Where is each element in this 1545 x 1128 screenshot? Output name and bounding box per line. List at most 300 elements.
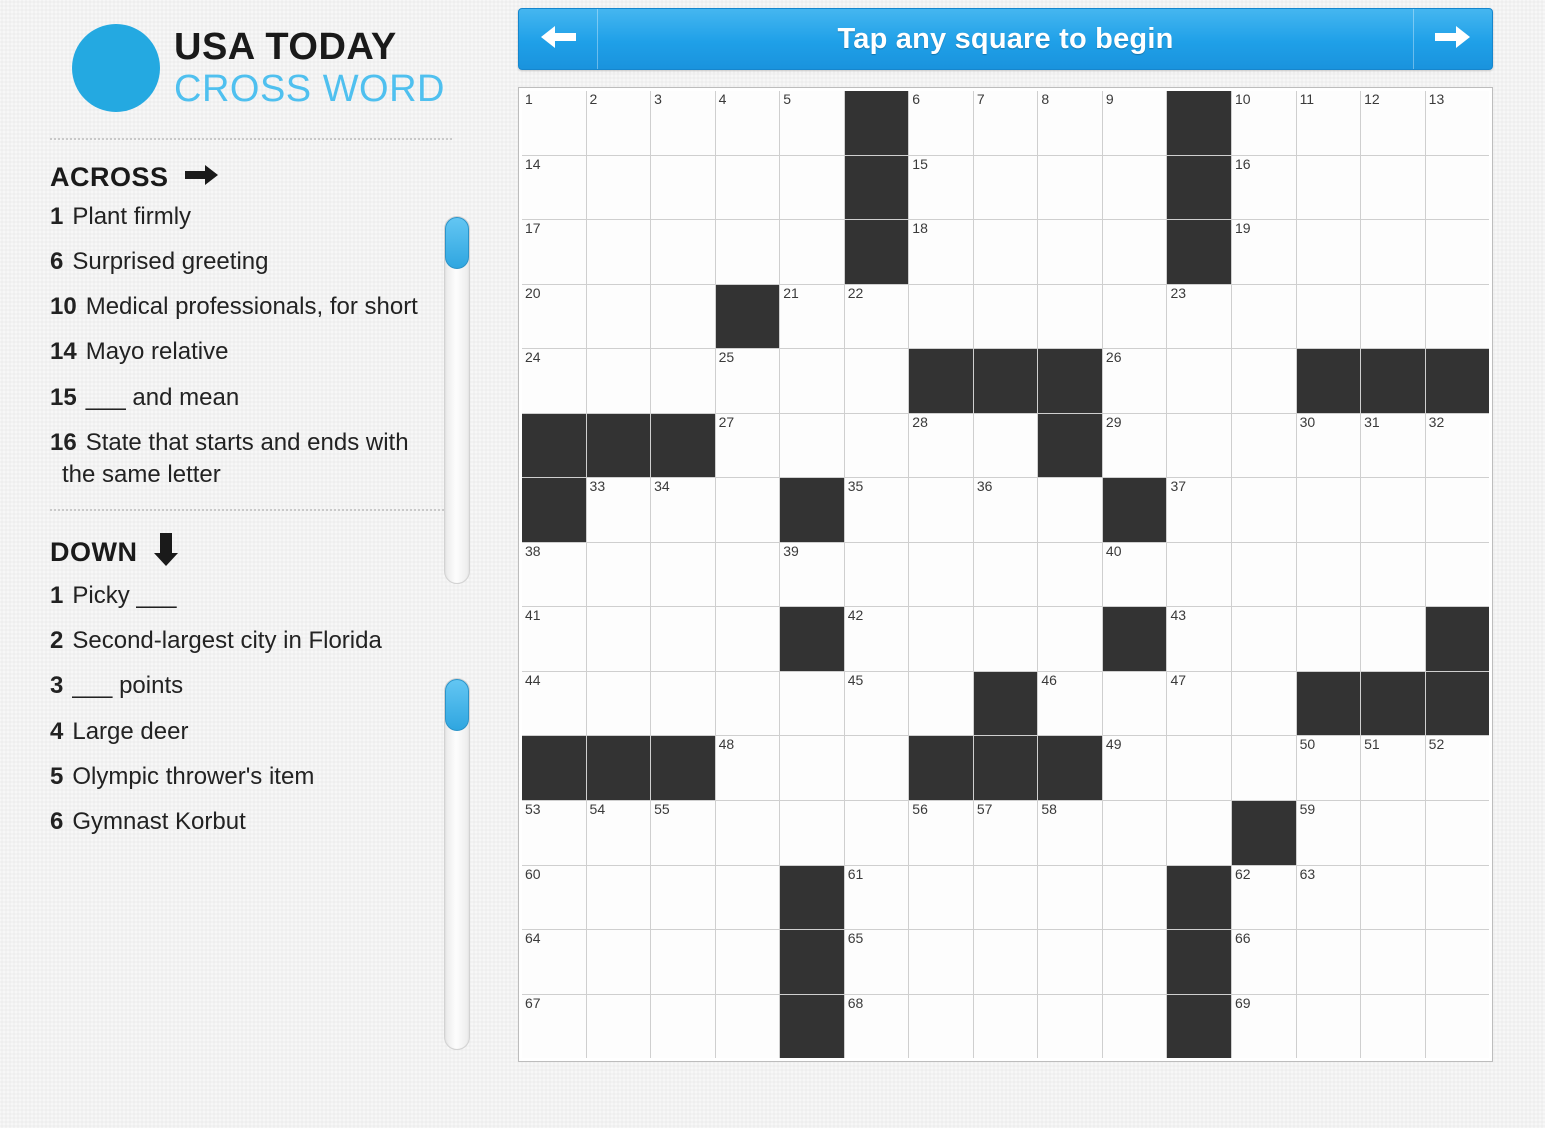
clue-number: 15 xyxy=(50,383,77,411)
grid-cell[interactable] xyxy=(716,220,780,284)
grid-cell[interactable] xyxy=(1361,543,1425,607)
grid-cell[interactable] xyxy=(909,91,973,155)
grid-cell[interactable] xyxy=(522,349,586,413)
across-header xyxy=(50,162,500,193)
grid-cell[interactable] xyxy=(1167,736,1231,800)
grid-cell[interactable] xyxy=(1361,285,1425,349)
grid-cell[interactable] xyxy=(1232,930,1296,994)
crossword-grid-container xyxy=(518,87,1493,1062)
grid-cell[interactable] xyxy=(974,607,1038,671)
grid-cell[interactable] xyxy=(1103,156,1167,220)
grid-cell[interactable] xyxy=(974,478,1038,542)
grid-cell[interactable] xyxy=(651,801,715,865)
grid-cell[interactable] xyxy=(587,285,651,349)
grid-cell[interactable] xyxy=(974,930,1038,994)
clue-number: 4 xyxy=(50,717,64,745)
grid-cell[interactable] xyxy=(1426,156,1490,220)
grid-cell[interactable] xyxy=(1297,543,1361,607)
grid-block xyxy=(845,156,909,220)
grid-cell[interactable] xyxy=(522,672,586,736)
grid-cell[interactable] xyxy=(1038,91,1102,155)
clue-text: Gymnast Korbut xyxy=(72,807,246,835)
grid-cell[interactable] xyxy=(651,607,715,671)
previous-clue-button[interactable] xyxy=(519,9,598,69)
grid-cell-number: 18 xyxy=(912,220,928,237)
down-clue-list[interactable] xyxy=(50,580,430,838)
list-item[interactable] xyxy=(50,806,430,838)
grid-cell[interactable] xyxy=(1038,995,1102,1059)
grid-cell[interactable] xyxy=(1297,414,1361,478)
grid-cell[interactable] xyxy=(1361,607,1425,671)
list-item[interactable] xyxy=(50,625,430,657)
grid-cell[interactable] xyxy=(651,156,715,220)
grid-cell[interactable] xyxy=(1297,220,1361,284)
grid-cell[interactable] xyxy=(1103,736,1167,800)
grid-cell[interactable] xyxy=(1426,414,1490,478)
grid-cell[interactable] xyxy=(716,995,780,1059)
grid-cell-number: 31 xyxy=(1364,413,1380,430)
grid-block xyxy=(780,478,844,542)
grid-cell[interactable] xyxy=(909,414,973,478)
grid-cell[interactable] xyxy=(651,930,715,994)
grid-cell[interactable] xyxy=(651,672,715,736)
grid-cell-number: 40 xyxy=(1105,542,1122,559)
down-scrollbar[interactable] xyxy=(444,678,470,1050)
clue-text: Picky ___ xyxy=(72,582,177,610)
grid-cell-number: 22 xyxy=(847,284,864,301)
grid-cell[interactable] xyxy=(909,156,973,220)
across-section xyxy=(0,162,500,491)
list-item[interactable] xyxy=(50,427,430,491)
grid-cell-number: 16 xyxy=(1235,155,1251,172)
grid-cell[interactable] xyxy=(780,285,844,349)
grid-cell[interactable] xyxy=(1038,478,1102,542)
grid-cell[interactable] xyxy=(974,801,1038,865)
grid-cell[interactable] xyxy=(1297,930,1361,994)
grid-cell[interactable] xyxy=(587,801,651,865)
grid-cell[interactable] xyxy=(1361,156,1425,220)
grid-cell[interactable] xyxy=(845,478,909,542)
grid-cell[interactable] xyxy=(1167,543,1231,607)
grid-cell[interactable] xyxy=(587,478,651,542)
grid-cell[interactable] xyxy=(974,156,1038,220)
list-item[interactable] xyxy=(50,246,430,278)
grid-cell-number: 36 xyxy=(976,478,993,495)
grid-cell[interactable] xyxy=(716,672,780,736)
grid-cell[interactable] xyxy=(1167,285,1231,349)
grid-cell[interactable] xyxy=(909,672,973,736)
down-section xyxy=(0,533,500,838)
grid-cell[interactable] xyxy=(716,414,780,478)
grid-cell[interactable] xyxy=(1103,220,1167,284)
grid-cell[interactable] xyxy=(587,607,651,671)
grid-cell[interactable] xyxy=(716,736,780,800)
grid-cell-number: 39 xyxy=(783,542,799,559)
grid-cell[interactable] xyxy=(522,930,586,994)
clue-number: 1 xyxy=(50,203,64,230)
grid-cell-number: 6 xyxy=(912,91,921,107)
grid-cell[interactable] xyxy=(909,220,973,284)
grid-cell-number: 5 xyxy=(783,91,791,107)
grid-cell[interactable] xyxy=(780,543,844,607)
grid-cell[interactable] xyxy=(1426,91,1490,155)
clue-number: 1 xyxy=(50,582,64,610)
grid-cell[interactable] xyxy=(1232,156,1296,220)
grid-cell[interactable] xyxy=(1103,995,1167,1059)
grid-cell-number: 62 xyxy=(1235,865,1251,882)
grid-cell[interactable] xyxy=(845,995,909,1059)
grid-cell[interactable] xyxy=(1038,285,1102,349)
down-scrollbar-thumb[interactable] xyxy=(445,679,469,731)
grid-cell[interactable] xyxy=(780,414,844,478)
list-item[interactable] xyxy=(50,291,430,323)
grid-cell[interactable] xyxy=(651,866,715,930)
grid-block xyxy=(1103,478,1167,542)
across-scrollbar-thumb[interactable] xyxy=(445,217,469,269)
grid-cell[interactable] xyxy=(974,866,1038,930)
grid-cell[interactable] xyxy=(1167,478,1231,542)
grid-cell-number: 69 xyxy=(1235,994,1251,1011)
grid-cell[interactable] xyxy=(716,801,780,865)
across-scrollbar[interactable] xyxy=(444,216,470,584)
grid-cell[interactable] xyxy=(1038,672,1102,736)
list-item[interactable] xyxy=(50,382,430,414)
grid-cell[interactable] xyxy=(587,220,651,284)
grid-cell[interactable] xyxy=(587,543,651,607)
grid-cell[interactable] xyxy=(845,285,909,349)
grid-cell-number: 56 xyxy=(912,801,928,818)
grid-cell[interactable] xyxy=(522,995,586,1059)
next-clue-button[interactable] xyxy=(1413,9,1492,69)
grid-cell[interactable] xyxy=(1297,156,1361,220)
grid-cell[interactable] xyxy=(909,543,973,607)
grid-cell[interactable] xyxy=(1232,995,1296,1059)
grid-cell[interactable] xyxy=(522,543,586,607)
grid-cell[interactable] xyxy=(1232,478,1296,542)
grid-block xyxy=(974,672,1038,736)
grid-cell[interactable] xyxy=(1232,672,1296,736)
grid-cell[interactable] xyxy=(845,801,909,865)
clue-text: Olympic thrower's item xyxy=(72,762,315,790)
grid-cell[interactable] xyxy=(1038,930,1102,994)
grid-cell[interactable] xyxy=(780,736,844,800)
grid-cell[interactable] xyxy=(974,543,1038,607)
grid-cell[interactable] xyxy=(1167,349,1231,413)
grid-cell-number: 19 xyxy=(1235,220,1251,237)
grid-cell[interactable] xyxy=(1426,930,1490,994)
grid-cell[interactable] xyxy=(974,414,1038,478)
grid-block xyxy=(716,285,780,349)
grid-cell[interactable] xyxy=(1038,543,1102,607)
grid-block xyxy=(1361,672,1425,736)
grid-cell-number: 17 xyxy=(525,220,541,237)
grid-cell[interactable] xyxy=(1426,866,1490,930)
grid-cell[interactable] xyxy=(1103,866,1167,930)
grid-cell[interactable] xyxy=(1232,736,1296,800)
grid-cell[interactable] xyxy=(909,285,973,349)
grid-cell[interactable] xyxy=(716,866,780,930)
grid-cell-number: 28 xyxy=(912,413,928,430)
grid-cell[interactable] xyxy=(1103,91,1167,155)
grid-cell[interactable] xyxy=(1103,543,1167,607)
grid-cell[interactable] xyxy=(651,543,715,607)
grid-cell[interactable] xyxy=(716,156,780,220)
grid-block xyxy=(780,930,844,994)
clue-text: Mayo relative xyxy=(85,338,229,366)
list-item[interactable] xyxy=(50,670,430,702)
grid-cell[interactable] xyxy=(845,543,909,607)
grid-cell[interactable] xyxy=(587,91,651,155)
grid-cell[interactable] xyxy=(780,156,844,220)
grid-cell[interactable] xyxy=(1297,736,1361,800)
grid-cell[interactable] xyxy=(1426,478,1490,542)
grid-cell[interactable] xyxy=(1426,801,1490,865)
grid-cell[interactable] xyxy=(780,801,844,865)
grid-cell[interactable] xyxy=(1426,220,1490,284)
clue-text: Second-largest city in Florida xyxy=(72,627,382,655)
clue-number: 6 xyxy=(50,248,64,276)
grid-cell-number: 15 xyxy=(912,155,928,172)
grid-cell[interactable] xyxy=(1038,220,1102,284)
grid-block xyxy=(651,736,715,800)
logo-circle-icon xyxy=(72,24,160,112)
grid-cell[interactable] xyxy=(587,930,651,994)
grid-cell[interactable] xyxy=(845,414,909,478)
grid-block xyxy=(1103,607,1167,671)
grid-cell[interactable] xyxy=(1297,866,1361,930)
clue-text: Surprised greeting xyxy=(72,248,269,276)
grid-cell-number: 48 xyxy=(718,736,735,753)
grid-cell[interactable] xyxy=(1297,91,1361,155)
grid-cell[interactable] xyxy=(909,801,973,865)
across-clue-list[interactable] xyxy=(50,201,430,491)
grid-block xyxy=(1426,672,1490,736)
grid-cell[interactable] xyxy=(909,607,973,671)
grid-cell[interactable] xyxy=(974,995,1038,1059)
grid-cell[interactable] xyxy=(1232,543,1296,607)
grid-cell[interactable] xyxy=(716,349,780,413)
grid-cell[interactable] xyxy=(1232,414,1296,478)
grid-cell[interactable] xyxy=(1297,607,1361,671)
grid-block xyxy=(1167,156,1231,220)
grid-cell[interactable] xyxy=(1361,91,1425,155)
grid-block xyxy=(1167,91,1231,155)
grid-cell-number: 50 xyxy=(1299,736,1316,753)
grid-cell[interactable] xyxy=(1232,91,1296,155)
grid-cell[interactable] xyxy=(716,478,780,542)
grid-cell[interactable] xyxy=(1038,607,1102,671)
grid-cell[interactable] xyxy=(1103,285,1167,349)
grid-cell-number: 47 xyxy=(1170,671,1187,688)
logo-line-crossword: CROSS WORD xyxy=(174,68,445,110)
grid-cell-number: 43 xyxy=(1170,607,1187,624)
grid-block xyxy=(522,736,586,800)
grid-cell[interactable] xyxy=(587,995,651,1059)
grid-cell-number: 24 xyxy=(525,349,541,366)
grid-cell-number: 9 xyxy=(1105,91,1114,107)
grid-cell[interactable] xyxy=(1038,866,1102,930)
grid-cell[interactable] xyxy=(522,156,586,220)
grid-cell-number: 52 xyxy=(1428,736,1445,753)
grid-cell[interactable] xyxy=(1361,736,1425,800)
grid-cell[interactable] xyxy=(845,349,909,413)
grid-cell[interactable] xyxy=(1038,156,1102,220)
grid-cell-number: 38 xyxy=(525,542,541,559)
grid-cell[interactable] xyxy=(1361,220,1425,284)
grid-cell[interactable] xyxy=(716,607,780,671)
grid-cell[interactable] xyxy=(974,285,1038,349)
grid-cell[interactable] xyxy=(522,220,586,284)
grid-cell-number: 34 xyxy=(654,478,670,495)
grid-cell-number: 10 xyxy=(1235,91,1251,107)
grid-block xyxy=(1038,349,1102,413)
grid-cell[interactable] xyxy=(1167,414,1231,478)
grid-cell-number: 26 xyxy=(1105,349,1122,366)
grid-cell[interactable] xyxy=(1232,607,1296,671)
grid-cell[interactable] xyxy=(1167,607,1231,671)
grid-cell[interactable] xyxy=(780,91,844,155)
grid-cell[interactable] xyxy=(845,866,909,930)
grid-cell[interactable] xyxy=(1361,801,1425,865)
grid-cell[interactable] xyxy=(1232,866,1296,930)
down-header xyxy=(50,533,500,572)
grid-cell[interactable] xyxy=(1297,478,1361,542)
grid-cell[interactable] xyxy=(845,672,909,736)
grid-cell[interactable] xyxy=(1232,220,1296,284)
grid-cell[interactable] xyxy=(1426,736,1490,800)
grid-cell-number: 8 xyxy=(1041,91,1050,107)
grid-block xyxy=(1297,672,1361,736)
grid-cell[interactable] xyxy=(1167,672,1231,736)
grid-cell[interactable] xyxy=(909,866,973,930)
grid-cell-number: 64 xyxy=(525,930,541,947)
grid-cell[interactable] xyxy=(651,220,715,284)
grid-cell[interactable] xyxy=(522,866,586,930)
grid-cell[interactable] xyxy=(909,995,973,1059)
grid-cell[interactable] xyxy=(651,285,715,349)
grid-cell[interactable] xyxy=(522,801,586,865)
list-item[interactable] xyxy=(50,716,430,748)
grid-cell-number: 63 xyxy=(1299,865,1316,882)
clue-number: 10 xyxy=(50,293,77,321)
clue-number: 2 xyxy=(50,627,64,655)
grid-cell[interactable] xyxy=(1297,285,1361,349)
clue-text: Plant firmly xyxy=(72,203,192,230)
grid-cell[interactable] xyxy=(651,349,715,413)
grid-cell[interactable] xyxy=(651,478,715,542)
grid-cell[interactable] xyxy=(1103,801,1167,865)
clue-number: 6 xyxy=(50,807,64,835)
grid-block xyxy=(845,91,909,155)
grid-cell-number: 21 xyxy=(783,284,799,301)
grid-cell[interactable] xyxy=(716,543,780,607)
grid-cell[interactable] xyxy=(1297,995,1361,1059)
grid-cell[interactable] xyxy=(909,478,973,542)
grid-block xyxy=(651,414,715,478)
banner-title: Tap any square to begin xyxy=(837,22,1174,55)
grid-cell-number: 42 xyxy=(847,607,864,624)
grid-cell[interactable] xyxy=(1426,995,1490,1059)
grid-cell[interactable] xyxy=(522,91,586,155)
grid-block xyxy=(845,220,909,284)
grid-cell[interactable] xyxy=(587,349,651,413)
grid-cell[interactable] xyxy=(587,156,651,220)
list-item[interactable] xyxy=(50,201,430,233)
puzzle-banner xyxy=(518,8,1493,70)
grid-cell[interactable] xyxy=(716,91,780,155)
grid-cell[interactable] xyxy=(1361,414,1425,478)
list-item[interactable] xyxy=(50,580,430,612)
grid-cell[interactable] xyxy=(780,220,844,284)
grid-block xyxy=(1167,930,1231,994)
grid-cell-number: 45 xyxy=(847,671,864,688)
clue-number: 16 xyxy=(50,428,77,456)
grid-cell[interactable] xyxy=(1361,930,1425,994)
divider-top xyxy=(50,138,452,140)
grid-cell[interactable] xyxy=(845,607,909,671)
grid-cell[interactable] xyxy=(1361,995,1425,1059)
grid-cell[interactable] xyxy=(1232,349,1296,413)
grid-block xyxy=(1361,349,1425,413)
grid-block xyxy=(909,736,973,800)
grid-cell[interactable] xyxy=(1426,543,1490,607)
grid-cell-number: 46 xyxy=(1041,671,1057,688)
grid-cell[interactable] xyxy=(716,930,780,994)
grid-cell-number: 14 xyxy=(525,155,541,172)
clue-text: Medical professionals, for short xyxy=(85,293,418,321)
grid-cell[interactable] xyxy=(1426,285,1490,349)
grid-cell[interactable] xyxy=(587,866,651,930)
logo-line-usa-today: USA TODAY xyxy=(174,26,397,68)
grid-cell-number: 54 xyxy=(589,801,606,818)
grid-cell[interactable] xyxy=(780,349,844,413)
grid-cell[interactable] xyxy=(522,607,586,671)
grid-block xyxy=(1038,736,1102,800)
grid-cell[interactable] xyxy=(780,672,844,736)
clue-number: 3 xyxy=(50,672,64,700)
grid-cell[interactable] xyxy=(1361,478,1425,542)
grid-block xyxy=(780,866,844,930)
grid-cell[interactable] xyxy=(974,91,1038,155)
grid-cell[interactable] xyxy=(1103,672,1167,736)
grid-cell[interactable] xyxy=(1038,801,1102,865)
grid-cell-number: 59 xyxy=(1299,801,1316,818)
grid-cell[interactable] xyxy=(1103,349,1167,413)
grid-cell-number: 61 xyxy=(847,865,864,882)
grid-cell[interactable] xyxy=(522,285,586,349)
grid-cell[interactable] xyxy=(974,220,1038,284)
grid-cell[interactable] xyxy=(587,672,651,736)
grid-cell[interactable] xyxy=(909,930,973,994)
grid-cell[interactable] xyxy=(1167,801,1231,865)
grid-cell[interactable] xyxy=(1103,930,1167,994)
grid-cell[interactable] xyxy=(845,930,909,994)
list-item[interactable] xyxy=(50,336,430,368)
grid-cell-number: 66 xyxy=(1235,930,1251,947)
grid-cell[interactable] xyxy=(1232,285,1296,349)
list-item[interactable] xyxy=(50,761,430,793)
grid-cell[interactable] xyxy=(1297,801,1361,865)
grid-cell[interactable] xyxy=(651,995,715,1059)
grid-cell[interactable] xyxy=(1103,414,1167,478)
grid-cell[interactable] xyxy=(845,736,909,800)
grid-cell[interactable] xyxy=(1361,866,1425,930)
crossword-grid[interactable] xyxy=(522,91,1489,1058)
grid-block xyxy=(1297,349,1361,413)
grid-cell-number: 20 xyxy=(525,284,541,301)
grid-block xyxy=(587,736,651,800)
grid-cell[interactable] xyxy=(651,91,715,155)
